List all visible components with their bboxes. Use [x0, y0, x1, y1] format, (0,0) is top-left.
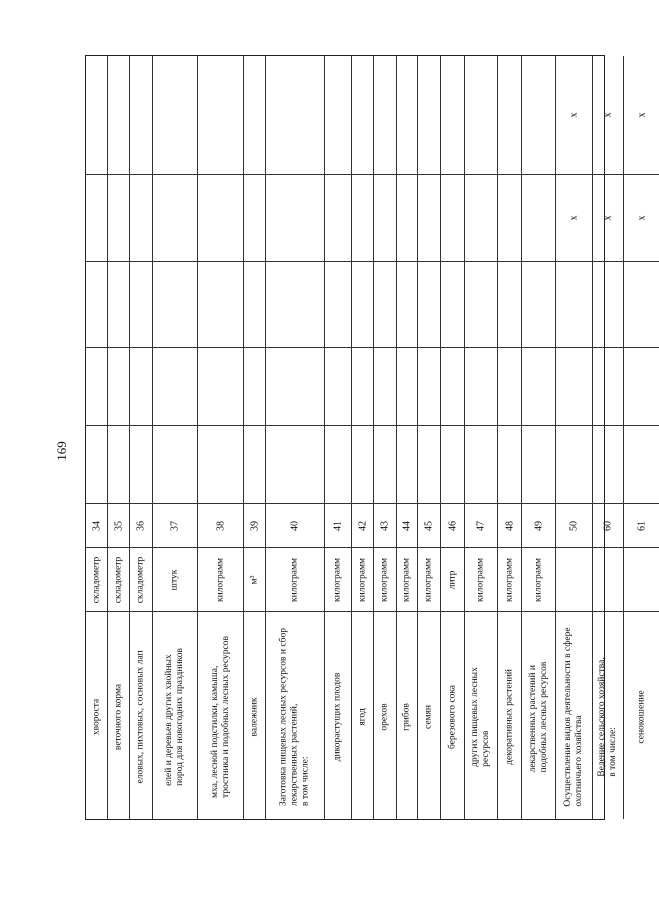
value-cell — [418, 56, 440, 174]
value-cell — [441, 261, 464, 347]
value-cell — [397, 261, 417, 347]
row-name — [636, 690, 647, 743]
row-name-line: пород для новогодних праздников — [175, 647, 185, 786]
table-row — [465, 56, 498, 819]
data-table — [85, 55, 647, 820]
row-name-cell — [556, 611, 592, 821]
value-cell — [465, 174, 497, 261]
unit-cell — [325, 547, 351, 611]
value-cell — [153, 425, 197, 503]
code-cell — [441, 503, 464, 547]
row-code: 41 — [332, 520, 344, 531]
value-cell — [244, 56, 265, 174]
table-row — [352, 56, 374, 819]
row-name-line: тростника и подобных лесных ресурсов — [220, 635, 231, 798]
row-name-cell — [465, 611, 497, 821]
value-cell — [441, 347, 464, 425]
row-name-cell — [593, 611, 623, 821]
row-code: 40 — [289, 520, 301, 531]
value-cell — [153, 261, 197, 347]
value-cell — [198, 174, 243, 261]
value-mark: x — [568, 215, 580, 221]
value-cell — [108, 261, 129, 347]
value-cell — [198, 261, 243, 347]
table-row — [397, 56, 418, 819]
unit-cell — [397, 547, 417, 611]
unit-cell — [130, 547, 152, 611]
row-code: 48 — [504, 520, 515, 531]
value-cell — [624, 56, 659, 174]
unit-label: килограмм — [357, 557, 367, 602]
value-cell — [266, 56, 324, 174]
row-name-line: валежник — [249, 697, 259, 736]
value-cell — [624, 261, 659, 347]
value-cell — [153, 56, 197, 174]
code-cell — [108, 503, 129, 547]
code-cell — [465, 503, 497, 547]
value-mark: x — [636, 215, 647, 221]
unit-label: складометр — [113, 556, 123, 603]
row-name-line: веточного корма — [113, 683, 123, 750]
row-name-cell — [153, 611, 197, 821]
row-code: 47 — [475, 520, 487, 531]
row-name-line: в том числе: — [608, 726, 618, 777]
row-name-cell — [266, 611, 324, 821]
code-cell — [266, 503, 324, 547]
row-code: 45 — [423, 520, 435, 531]
row-name-line: подобных лесных ресурсов — [538, 661, 549, 772]
value-cell — [624, 174, 659, 261]
value-cell — [266, 347, 324, 425]
row-name — [470, 667, 492, 767]
value-cell — [266, 425, 324, 503]
value-cell — [130, 174, 152, 261]
value-cell — [397, 425, 417, 503]
value-cell — [244, 174, 265, 261]
value-cell — [397, 347, 417, 425]
unit-label: килограмм — [533, 557, 543, 602]
value-cell — [465, 261, 497, 347]
value-mark: x — [602, 112, 614, 118]
row-code: 44 — [401, 520, 413, 531]
row-name-cell — [624, 611, 659, 821]
row-name — [528, 661, 550, 772]
value-cell — [624, 425, 659, 503]
value-cell — [352, 347, 373, 425]
row-name-line: березового сока — [447, 684, 457, 749]
row-name-cell — [325, 611, 351, 821]
row-name-cell — [374, 611, 396, 821]
value-cell — [108, 56, 129, 174]
row-code: 42 — [357, 520, 368, 531]
unit-cell — [522, 547, 555, 611]
value-cell — [593, 425, 623, 503]
code-cell — [325, 503, 351, 547]
row-code: 60 — [602, 520, 614, 531]
code-cell — [130, 503, 152, 547]
row-name-line: сенокошение — [636, 689, 646, 744]
value-cell — [522, 174, 555, 261]
code-cell — [624, 503, 659, 547]
row-name-cell — [352, 611, 373, 821]
row-name-cell — [397, 611, 417, 821]
row-name-line: лекарственных растений и — [527, 664, 538, 772]
value-cell — [153, 347, 197, 425]
row-name — [357, 708, 368, 725]
value-cell — [374, 174, 396, 261]
row-name-cell — [108, 611, 129, 821]
value-cell — [108, 174, 129, 261]
row-code: 61 — [636, 520, 647, 531]
value-cell — [374, 56, 396, 174]
unit-cell — [108, 547, 129, 611]
code-cell — [397, 503, 417, 547]
row-name-line: семян — [423, 704, 434, 729]
unit-label: литр — [447, 570, 457, 589]
row-name — [504, 669, 515, 765]
row-name-line: охотничьего хозяйства — [574, 714, 584, 807]
row-name-line: Ведение сельского хозяйства, — [597, 656, 607, 777]
value-cell — [198, 56, 243, 174]
row-name-line: лекарственных растений, — [289, 703, 300, 806]
value-cell — [86, 347, 107, 425]
value-cell — [244, 425, 265, 503]
value-cell — [108, 347, 129, 425]
unit-cell — [465, 547, 497, 611]
row-name-line: мха, лесной подстилки, камыша, — [209, 665, 220, 798]
row-name-line: в том числе: — [300, 755, 311, 806]
value-cell — [130, 261, 152, 347]
row-code: 35 — [113, 520, 124, 531]
value-cell — [441, 425, 464, 503]
row-name — [113, 683, 124, 749]
value-cell — [556, 425, 592, 503]
value-cell — [593, 347, 623, 425]
value-cell — [198, 425, 243, 503]
value-cell — [522, 56, 555, 174]
value-cell — [522, 425, 555, 503]
row-code: 43 — [379, 520, 391, 531]
unit-label: килограмм — [401, 557, 412, 602]
table-row — [418, 56, 441, 819]
table-row — [522, 56, 556, 819]
row-code: 36 — [135, 520, 147, 531]
value-cell — [465, 425, 497, 503]
row-name-cell — [441, 611, 464, 821]
value-cell — [556, 347, 592, 425]
value-cell — [198, 347, 243, 425]
table-row — [244, 56, 266, 819]
value-cell — [244, 261, 265, 347]
unit-label: килограмм — [504, 557, 514, 602]
row-name-line: декоративных растений — [504, 668, 514, 765]
value-cell — [593, 174, 623, 261]
row-code: 37 — [169, 520, 181, 531]
row-name — [333, 672, 344, 761]
row-name — [380, 703, 391, 730]
value-cell — [266, 174, 324, 261]
unit-cell — [374, 547, 396, 611]
value-cell — [130, 425, 152, 503]
value-cell — [325, 425, 351, 503]
unit-label: складометр — [135, 556, 146, 603]
row-name-line: Заготовка пищевых лесных ресурсов и сбор — [278, 627, 289, 806]
value-cell — [352, 174, 373, 261]
row-name — [210, 636, 232, 798]
value-cell — [556, 174, 592, 261]
value-cell — [86, 56, 107, 174]
value-cell — [374, 425, 396, 503]
code-cell — [522, 503, 555, 547]
value-cell — [593, 261, 623, 347]
row-name-cell — [244, 611, 265, 821]
row-name-cell — [418, 611, 440, 821]
value-cell — [374, 347, 396, 425]
unit-cell — [556, 547, 592, 611]
unit-cell — [498, 547, 521, 611]
value-mark: x — [568, 112, 580, 118]
value-cell — [244, 347, 265, 425]
value-cell — [498, 261, 521, 347]
unit-cell — [153, 547, 197, 611]
unit-cell — [86, 547, 107, 611]
row-name — [402, 703, 413, 731]
row-code: 46 — [447, 520, 458, 531]
table-row — [86, 56, 108, 819]
unit-cell — [198, 547, 243, 611]
row-code: 39 — [249, 520, 260, 531]
unit-label: килограмм — [423, 557, 434, 602]
row-name — [249, 697, 260, 736]
value-cell — [441, 174, 464, 261]
code-cell — [593, 503, 623, 547]
table-row — [325, 56, 352, 819]
unit-label: килограмм — [379, 557, 390, 602]
value-cell — [325, 56, 351, 174]
table-row — [593, 56, 624, 819]
code-cell — [556, 503, 592, 547]
row-name — [424, 704, 435, 728]
row-name — [563, 627, 585, 806]
row-name-line: ресурсов — [481, 730, 491, 767]
value-cell — [498, 56, 521, 174]
table-row — [153, 56, 198, 819]
row-name — [447, 684, 458, 748]
value-cell — [86, 425, 107, 503]
value-cell — [441, 56, 464, 174]
row-name-line: других пищевых лесных — [470, 666, 480, 767]
value-cell — [498, 425, 521, 503]
value-cell — [325, 347, 351, 425]
code-cell — [418, 503, 440, 547]
value-cell — [465, 56, 497, 174]
code-cell — [498, 503, 521, 547]
value-cell — [418, 347, 440, 425]
unit-label: килограмм — [215, 557, 225, 602]
value-cell — [325, 174, 351, 261]
row-name-line: хвороста — [91, 698, 101, 735]
value-cell — [418, 425, 440, 503]
value-cell — [266, 261, 324, 347]
row-code: 50 — [568, 520, 580, 531]
row-name-cell — [130, 611, 152, 821]
row-name-cell — [198, 611, 243, 821]
unit-cell — [441, 547, 464, 611]
page-number: 169 — [54, 441, 69, 461]
value-cell — [498, 174, 521, 261]
value-cell — [153, 174, 197, 261]
row-name-cell — [522, 611, 555, 821]
table-row — [108, 56, 130, 819]
row-name-line: дикорастущих плодов — [332, 672, 343, 761]
value-cell — [86, 261, 107, 347]
row-name-cell — [498, 611, 521, 821]
value-cell — [418, 261, 440, 347]
value-cell — [522, 261, 555, 347]
value-cell — [556, 261, 592, 347]
row-name-line: ягод — [357, 707, 367, 726]
row-name — [91, 698, 102, 734]
code-cell — [198, 503, 243, 547]
table-row — [498, 56, 522, 819]
value-cell — [108, 425, 129, 503]
row-name — [136, 650, 147, 783]
row-name-line: орехов — [379, 702, 390, 731]
table-row — [624, 56, 659, 819]
value-cell — [397, 174, 417, 261]
value-cell — [130, 347, 152, 425]
table-row — [374, 56, 397, 819]
unit-cell — [266, 547, 324, 611]
row-name-cell — [86, 611, 107, 821]
value-cell — [465, 347, 497, 425]
code-cell — [244, 503, 265, 547]
unit-label: складометр — [91, 556, 101, 603]
row-name — [164, 648, 186, 786]
unit-label: килограмм — [289, 557, 300, 602]
value-mark: x — [636, 112, 647, 118]
unit-cell — [352, 547, 373, 611]
code-cell — [86, 503, 107, 547]
table-row — [441, 56, 465, 819]
unit-label: м³ — [249, 575, 259, 584]
row-name — [597, 657, 619, 776]
value-cell — [352, 261, 373, 347]
code-cell — [374, 503, 396, 547]
table-row — [130, 56, 153, 819]
unit-label: килограмм — [332, 557, 343, 602]
unit-cell — [624, 547, 659, 611]
value-cell — [352, 56, 373, 174]
table-row — [198, 56, 244, 819]
value-cell — [374, 261, 396, 347]
value-cell — [624, 347, 659, 425]
value-cell — [397, 56, 417, 174]
row-name-line: грибов — [401, 702, 412, 731]
value-cell — [593, 56, 623, 174]
value-cell — [325, 261, 351, 347]
value-cell — [86, 174, 107, 261]
value-cell — [556, 56, 592, 174]
value-mark: x — [602, 215, 614, 221]
unit-label: штук — [169, 569, 180, 590]
code-cell — [153, 503, 197, 547]
row-name — [279, 627, 312, 805]
row-name-line: елей и деревьев других хвойных — [164, 653, 174, 786]
value-cell — [498, 347, 521, 425]
unit-cell — [244, 547, 265, 611]
row-name-line: Осуществление видов деятельности в сфере — [563, 626, 573, 807]
value-cell — [352, 425, 373, 503]
unit-cell — [418, 547, 440, 611]
code-cell — [352, 503, 373, 547]
row-code: 38 — [215, 520, 226, 531]
table-row — [266, 56, 325, 819]
value-cell — [522, 347, 555, 425]
row-code: 49 — [533, 520, 544, 531]
table-row — [556, 56, 593, 819]
value-cell — [418, 174, 440, 261]
row-code: 34 — [91, 520, 102, 531]
row-name-line: еловых, пихтовых, сосновых лап — [135, 649, 146, 784]
unit-cell — [593, 547, 623, 611]
value-cell — [130, 56, 152, 174]
unit-label: килограмм — [475, 557, 486, 602]
